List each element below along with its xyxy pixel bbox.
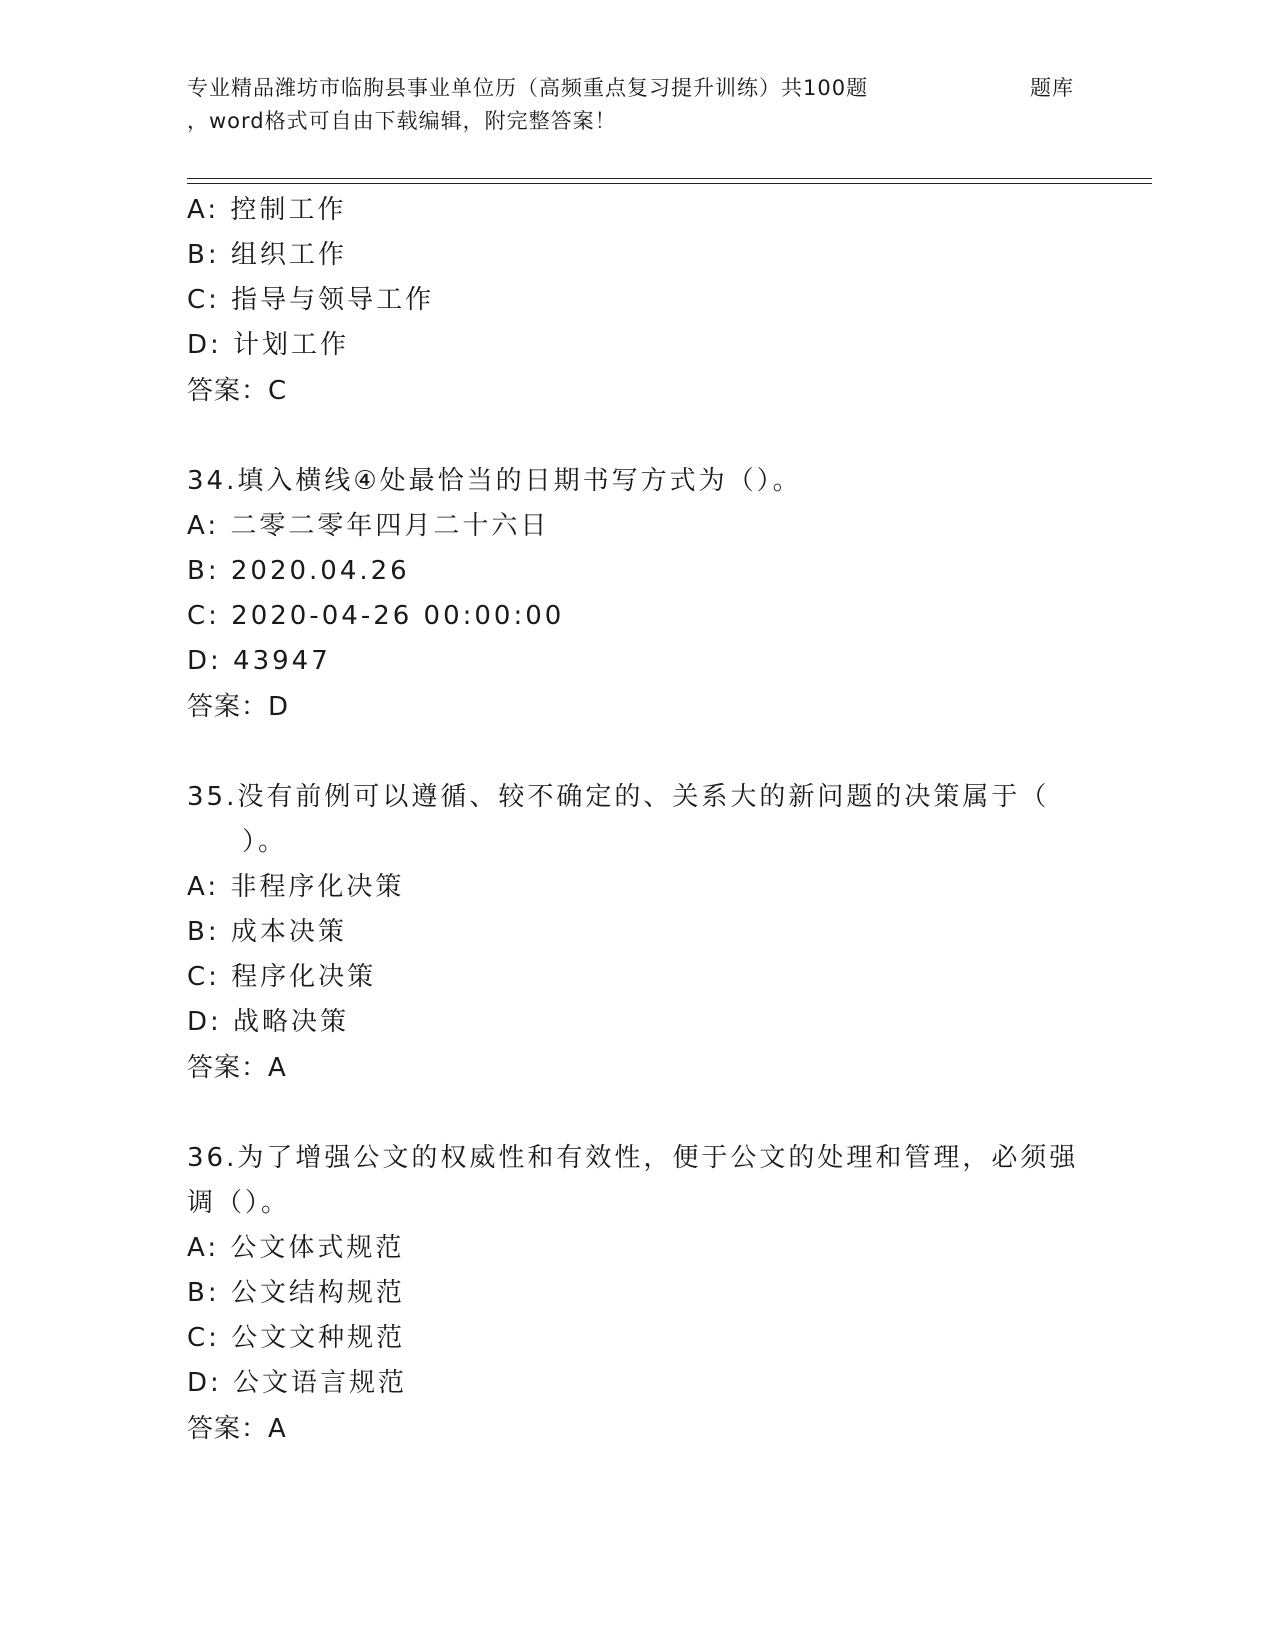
option-d: D: 战略决策 (187, 1007, 350, 1037)
document-header (187, 72, 1087, 138)
option-d: D: 43947 (187, 646, 331, 676)
option-b: B: 2020.04.26 (187, 556, 410, 586)
question-stem-continued: 调（）。 (187, 1188, 291, 1218)
option-a: A: 公文体式规范 (187, 1233, 405, 1263)
header-title: 专业精品潍坊市临朐县事业单位历（高频重点复习提升训练）共100题 (187, 76, 869, 100)
option-a: A: 非程序化决策 (187, 872, 405, 902)
option-a: A: 控制工作 (187, 195, 347, 225)
option-a: A: 二零二零年四月二十六日 (187, 511, 550, 541)
question-stem: 35.没有前例可以遵循、较不确定的、关系大的新问题的决策属于（ (187, 782, 1050, 812)
question-stem: 34.填入横线④处最恰当的日期书写方式为（）。 (187, 466, 802, 496)
header-subtitle: ，word格式可自由下载编辑，附完整答案！ (187, 109, 617, 133)
question-stem-continued: ）。 (242, 827, 288, 857)
option-b: B: 公文结构规范 (187, 1278, 405, 1308)
header-divider-bottom (187, 183, 1152, 184)
option-d: D: 公文语言规范 (187, 1368, 408, 1398)
answer: 答案：D (187, 692, 290, 722)
option-c: C: 指导与领导工作 (187, 285, 435, 315)
answer: 答案：A (187, 1414, 287, 1444)
option-d: D: 计划工作 (187, 330, 350, 360)
option-b: B: 组织工作 (187, 240, 347, 270)
header-divider-top (187, 178, 1152, 179)
option-c: C: 程序化决策 (187, 962, 377, 992)
option-c: C: 2020-04-26 00:00:00 (187, 601, 565, 631)
option-b: B: 成本决策 (187, 917, 347, 947)
option-c: C: 公文文种规范 (187, 1323, 406, 1353)
question-stem: 36.为了增强公文的权威性和有效性，便于公文的处理和管理，必须强 (187, 1143, 1079, 1173)
answer: 答案：C (187, 376, 288, 406)
header-tag: 题库 (1030, 76, 1074, 100)
answer: 答案：A (187, 1053, 287, 1083)
